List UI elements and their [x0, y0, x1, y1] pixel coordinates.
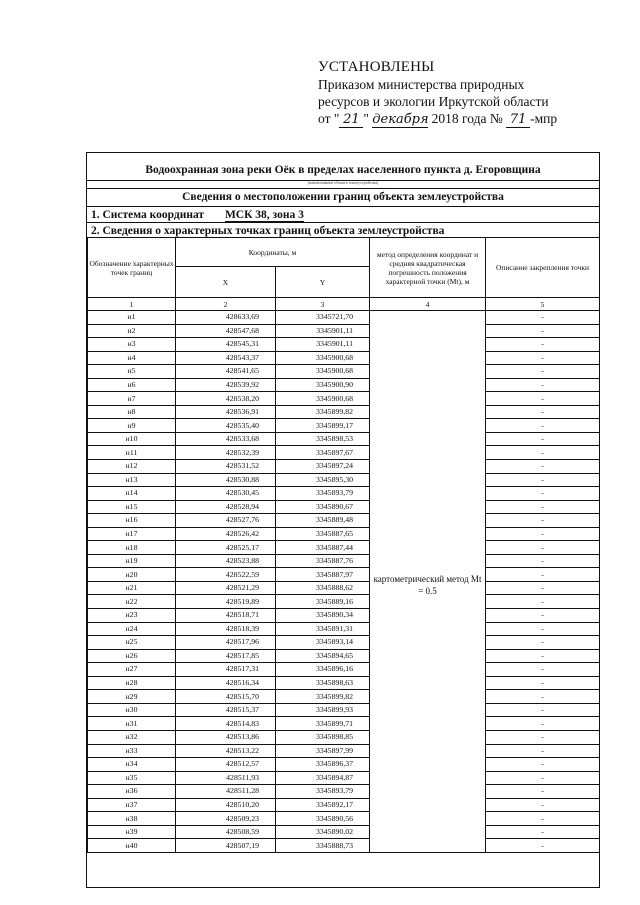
- point-y: 3345899,82: [276, 690, 370, 704]
- point-name: н6: [88, 378, 176, 392]
- point-description: -: [486, 595, 600, 609]
- point-y: 3345900,90: [276, 378, 370, 392]
- point-name: н34: [88, 758, 176, 772]
- coordinate-system-label: 1. Система координат: [91, 209, 205, 221]
- point-description: -: [486, 500, 600, 514]
- point-description: -: [486, 581, 600, 595]
- point-y: 3345898,63: [276, 676, 370, 690]
- point-x: 428523,88: [176, 554, 276, 568]
- point-x: 428533,68: [176, 432, 276, 446]
- table-row: [88, 649, 600, 663]
- approval-line-2: ресурсов и экологии Иркутской области: [318, 94, 549, 109]
- point-name: н9: [88, 419, 176, 433]
- point-x: 428543,37: [176, 351, 276, 365]
- column-number: 1: [88, 298, 176, 311]
- point-y: 3345890,56: [276, 812, 370, 826]
- point-description: -: [486, 825, 600, 839]
- header-designation: Обозначение характерных точек границ: [88, 238, 176, 298]
- point-description: -: [486, 338, 600, 352]
- point-description: -: [486, 812, 600, 826]
- point-y: 3345894,87: [276, 771, 370, 785]
- point-name: н32: [88, 730, 176, 744]
- approval-day: 21: [339, 113, 363, 128]
- point-name: н20: [88, 568, 176, 582]
- point-y: 3345896,37: [276, 758, 370, 772]
- table-row: [88, 405, 600, 419]
- table-row: [88, 554, 600, 568]
- boundary-sheet: [86, 152, 600, 888]
- table-row: [88, 541, 600, 555]
- table-row: [88, 473, 600, 487]
- points-title: 2. Сведения о характерных точках границ объекта землеустройства: [91, 225, 445, 237]
- point-x: 428539,92: [176, 378, 276, 392]
- point-description: -: [486, 663, 600, 677]
- point-name: н37: [88, 798, 176, 812]
- point-description: -: [486, 446, 600, 460]
- point-name: н35: [88, 771, 176, 785]
- point-description: -: [486, 839, 600, 853]
- table-row: [88, 378, 600, 392]
- point-x: 428513,22: [176, 744, 276, 758]
- point-x: 428515,70: [176, 690, 276, 704]
- point-x: 428509,23: [176, 812, 276, 826]
- point-y: 3345890,34: [276, 609, 370, 623]
- point-x: 428527,76: [176, 514, 276, 528]
- point-x: 428633,69: [176, 311, 276, 325]
- approval-number: 71: [506, 113, 530, 128]
- approval-year: 2018 года №: [431, 111, 503, 126]
- table-row: [88, 690, 600, 704]
- point-description: -: [486, 771, 600, 785]
- point-y: 3345893,14: [276, 636, 370, 650]
- table-row: [88, 460, 600, 474]
- point-y: 3345897,24: [276, 460, 370, 474]
- point-description: -: [486, 730, 600, 744]
- point-y: 3345900,68: [276, 351, 370, 365]
- table-row: [88, 527, 600, 541]
- point-y: 3345900,68: [276, 365, 370, 379]
- point-y: 3345899,71: [276, 717, 370, 731]
- point-description: -: [486, 487, 600, 501]
- point-description: -: [486, 798, 600, 812]
- point-description: -: [486, 392, 600, 406]
- point-name: н21: [88, 581, 176, 595]
- table-row: [88, 324, 600, 338]
- point-description: -: [486, 703, 600, 717]
- coordinate-system-line: [91, 209, 304, 222]
- point-description: -: [486, 541, 600, 555]
- point-x: 428532,39: [176, 446, 276, 460]
- point-description: -: [486, 365, 600, 379]
- point-y: 3345897,99: [276, 744, 370, 758]
- point-x: 428516,34: [176, 676, 276, 690]
- point-name: н39: [88, 825, 176, 839]
- point-description: -: [486, 609, 600, 623]
- table-row: [88, 365, 600, 379]
- point-name: н16: [88, 514, 176, 528]
- table-row: [88, 744, 600, 758]
- point-y: 3345887,65: [276, 527, 370, 541]
- point-description: -: [486, 785, 600, 799]
- point-name: н38: [88, 812, 176, 826]
- point-y: 3345893,79: [276, 487, 370, 501]
- column-number: 5: [486, 298, 600, 311]
- point-description: -: [486, 568, 600, 582]
- point-y: 3345899,93: [276, 703, 370, 717]
- point-x: 428526,42: [176, 527, 276, 541]
- point-name: н5: [88, 365, 176, 379]
- header-description: Описание закрепления точки: [486, 238, 600, 298]
- point-name: н18: [88, 541, 176, 555]
- point-description: -: [486, 311, 600, 325]
- divider: [87, 206, 599, 207]
- table-row: [88, 595, 600, 609]
- divider: [87, 222, 599, 223]
- point-y: 3345890,67: [276, 500, 370, 514]
- point-y: 3345898,53: [276, 432, 370, 446]
- column-number: 4: [370, 298, 486, 311]
- point-y: 3345897,67: [276, 446, 370, 460]
- point-y: 3345898,85: [276, 730, 370, 744]
- point-y: 3345887,76: [276, 554, 370, 568]
- point-name: н2: [88, 324, 176, 338]
- point-y: 3345894,65: [276, 649, 370, 663]
- point-x: 428517,31: [176, 663, 276, 677]
- point-x: 428513,86: [176, 730, 276, 744]
- point-description: -: [486, 527, 600, 541]
- section-title: Сведения о местоположении границ объекта землеустройства: [182, 191, 504, 203]
- point-y: 3345890,02: [276, 825, 370, 839]
- point-name: н12: [88, 460, 176, 474]
- point-x: 428536,91: [176, 405, 276, 419]
- point-x: 428517,96: [176, 636, 276, 650]
- table-row: [88, 771, 600, 785]
- table-row: [88, 812, 600, 826]
- header-method: метод определения координат и средняя квадратическая погрешность положения характерной точки (Мt), м: [370, 238, 486, 298]
- table-row: [88, 663, 600, 677]
- point-description: -: [486, 636, 600, 650]
- header-x: X: [176, 267, 276, 298]
- point-y: 3345895,30: [276, 473, 370, 487]
- table-row: [88, 636, 600, 650]
- point-name: н8: [88, 405, 176, 419]
- table-row: [88, 432, 600, 446]
- approval-line-1: Приказом министерства природных: [318, 77, 525, 92]
- column-number: 2: [176, 298, 276, 311]
- table-row: [88, 798, 600, 812]
- approval-suffix: -мпр: [530, 111, 558, 126]
- point-x: 428531,52: [176, 460, 276, 474]
- point-y: 3345892,17: [276, 798, 370, 812]
- point-x: 428514,83: [176, 717, 276, 731]
- point-y: 3345889,16: [276, 595, 370, 609]
- point-description: -: [486, 419, 600, 433]
- table-row: [88, 703, 600, 717]
- point-y: 3345887,44: [276, 541, 370, 555]
- object-caption: (наименование объекта землеустройства): [307, 180, 379, 185]
- point-name: н11: [88, 446, 176, 460]
- point-y: 3345889,48: [276, 514, 370, 528]
- table-row: [88, 568, 600, 582]
- point-x: 428541,65: [176, 365, 276, 379]
- points-table: [87, 237, 600, 853]
- point-x: 428521,29: [176, 581, 276, 595]
- table-row: [88, 500, 600, 514]
- point-name: н4: [88, 351, 176, 365]
- point-x: 428545,31: [176, 338, 276, 352]
- point-description: -: [486, 676, 600, 690]
- point-y: 3345887,97: [276, 568, 370, 582]
- point-description: -: [486, 554, 600, 568]
- method-cell: картометрический метод Мt = 0.5: [370, 311, 486, 853]
- approval-month: декабря: [372, 112, 429, 127]
- header-coordinates: Координаты, м: [176, 238, 370, 267]
- point-y: 3345901,11: [276, 338, 370, 352]
- table-row: [88, 730, 600, 744]
- point-description: -: [486, 622, 600, 636]
- point-description: -: [486, 717, 600, 731]
- point-name: н1: [88, 311, 176, 325]
- table-row: [88, 419, 600, 433]
- object-title: Водоохранная зона реки Оёк в пределах населенного пункта д. Егоровщина: [145, 164, 541, 176]
- point-name: н29: [88, 690, 176, 704]
- point-x: 428517,85: [176, 649, 276, 663]
- point-x: 428522,59: [176, 568, 276, 582]
- point-description: -: [486, 351, 600, 365]
- point-description: -: [486, 378, 600, 392]
- table-row: [88, 609, 600, 623]
- point-y: 3345888,73: [276, 839, 370, 853]
- approval-from: от: [318, 111, 331, 126]
- point-name: н17: [88, 527, 176, 541]
- table-row: [88, 446, 600, 460]
- table-row: [88, 338, 600, 352]
- point-x: 428518,71: [176, 609, 276, 623]
- point-name: н36: [88, 785, 176, 799]
- table-row: [88, 351, 600, 365]
- coordinate-system-value: МСК 38, зона 3: [224, 209, 304, 221]
- point-name: н31: [88, 717, 176, 731]
- table-row: [88, 758, 600, 772]
- point-x: 428510,20: [176, 798, 276, 812]
- point-name: н15: [88, 500, 176, 514]
- point-name: н22: [88, 595, 176, 609]
- approval-title: УСТАНОВЛЕНЫ: [318, 59, 435, 75]
- point-x: 428530,88: [176, 473, 276, 487]
- point-x: 428538,20: [176, 392, 276, 406]
- point-x: 428511,93: [176, 771, 276, 785]
- table-row: [88, 581, 600, 595]
- point-description: -: [486, 690, 600, 704]
- point-name: н40: [88, 839, 176, 853]
- point-y: 3345899,82: [276, 405, 370, 419]
- point-name: н13: [88, 473, 176, 487]
- point-name: н25: [88, 636, 176, 650]
- point-x: 428535,40: [176, 419, 276, 433]
- point-x: 428518,39: [176, 622, 276, 636]
- table-row: [88, 392, 600, 406]
- point-x: 428519,89: [176, 595, 276, 609]
- point-description: -: [486, 649, 600, 663]
- approval-line-3: от " 21 " декабря 2018 года № 71 -мпр: [318, 111, 558, 127]
- table-row: [88, 676, 600, 690]
- point-y: 3345900,68: [276, 392, 370, 406]
- point-x: 428512,57: [176, 758, 276, 772]
- point-name: н28: [88, 676, 176, 690]
- point-description: -: [486, 758, 600, 772]
- point-description: -: [486, 432, 600, 446]
- point-name: н23: [88, 609, 176, 623]
- table-row: [88, 487, 600, 501]
- point-y: 3345901,11: [276, 324, 370, 338]
- point-x: 428508,59: [176, 825, 276, 839]
- point-y: 3345896,16: [276, 663, 370, 677]
- point-x: 428547,68: [176, 324, 276, 338]
- point-description: -: [486, 324, 600, 338]
- point-x: 428511,28: [176, 785, 276, 799]
- point-x: 428515,37: [176, 703, 276, 717]
- point-name: н19: [88, 554, 176, 568]
- approval-stamp: [318, 58, 618, 128]
- table-row: [88, 839, 600, 853]
- table-row: [88, 785, 600, 799]
- point-name: н24: [88, 622, 176, 636]
- point-y: 3345891,31: [276, 622, 370, 636]
- point-name: н10: [88, 432, 176, 446]
- column-number: 3: [276, 298, 370, 311]
- point-description: -: [486, 514, 600, 528]
- point-x: 428528,94: [176, 500, 276, 514]
- point-description: -: [486, 473, 600, 487]
- point-description: -: [486, 460, 600, 474]
- point-x: 428530,45: [176, 487, 276, 501]
- point-name: н3: [88, 338, 176, 352]
- point-y: 3345893,79: [276, 785, 370, 799]
- table-row: [88, 717, 600, 731]
- point-name: н27: [88, 663, 176, 677]
- point-name: н33: [88, 744, 176, 758]
- point-name: н14: [88, 487, 176, 501]
- point-name: н30: [88, 703, 176, 717]
- table-row: [88, 825, 600, 839]
- point-x: 428507,19: [176, 839, 276, 853]
- point-x: 428525,17: [176, 541, 276, 555]
- point-y: 3345888,62: [276, 581, 370, 595]
- point-description: -: [486, 744, 600, 758]
- table-row: [88, 311, 600, 325]
- point-name: н26: [88, 649, 176, 663]
- table-row: [88, 622, 600, 636]
- divider: [87, 180, 599, 181]
- point-y: 3345899,17: [276, 419, 370, 433]
- divider: [87, 188, 599, 189]
- point-y: 3345721,70: [276, 311, 370, 325]
- point-name: н7: [88, 392, 176, 406]
- table-row: [88, 514, 600, 528]
- point-description: -: [486, 405, 600, 419]
- header-y: Y: [276, 267, 370, 298]
